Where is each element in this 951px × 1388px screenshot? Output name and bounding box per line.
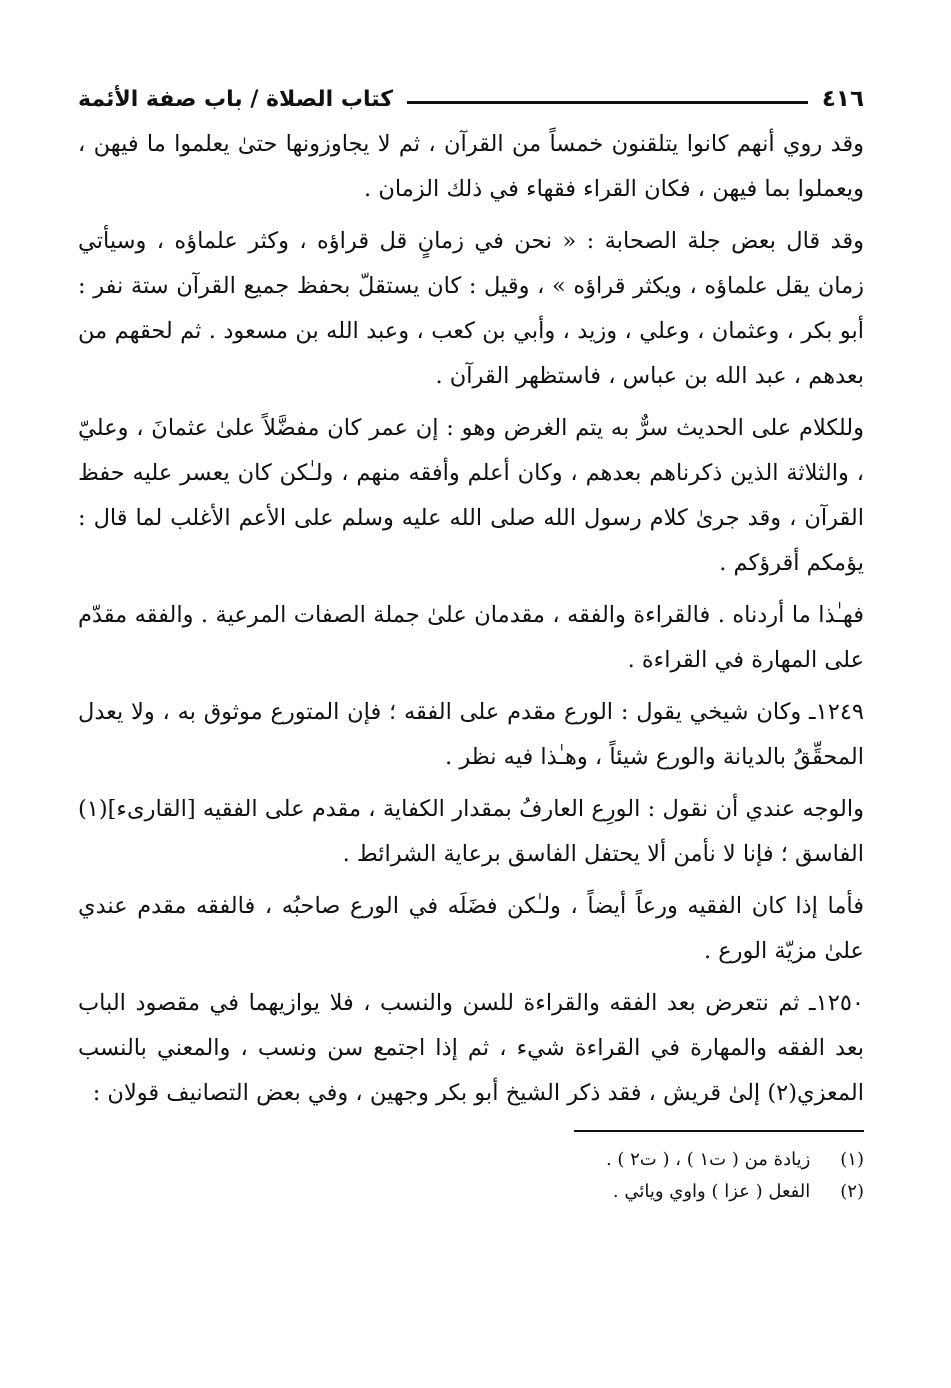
footnote-number: (١) — [840, 1149, 864, 1170]
paragraph: وقد قال بعض جلة الصحابة : « نحن في زمانٍ قل قراؤه ، وكثر علماؤه ، وسيأتي زمان يقل علماؤه ، ويكثر قراؤه » ، وقيل : كان يستقلّ بحفظ جميع القرآن ستة نفر : أبو بكر ، وعثمان ، وعلي ، وزيد ، وأبي بن كعب ، وعبد الله بن مسعود . ثم لحقهم من بعدهم ، عبد الله بن عباس ، فاستظهر القرآن . — [78, 228, 864, 389]
footnote — [78, 1176, 864, 1208]
footnote-text: الفعل ( عزا ) واوي ويائي . — [612, 1181, 811, 1202]
paragraph: وللكلام على الحديث سرٌّ به يتم الغرض وهو : إن عمر كان مفضَّلاً علىٰ عثمانَ ، وعليّ ، والثلاثة الذين ذكرناهم بعدهم ، وكان أعلم وأفقه منهم ، ولـٰكن كان يعسر عليه حفظ القرآن ، وقد جرىٰ كلام رسول الله صلى الله عليه وسلم على الأعم الأغلب لما قال : يؤمكم أقرؤكم . — [78, 415, 864, 576]
paragraph: ١٢٤٩ـ وكان شيخي يقول : الورع مقدم على الفقه ؛ فإن المتورع موثوق به ، ولا يعدل المحقِّقُ بالديانة والورع شيئاً ، وهـٰذا فيه نظر . — [78, 699, 864, 770]
footnotes — [78, 1130, 864, 1208]
header-rule — [407, 101, 808, 104]
running-title: كتاب الصلاة / باب صفة الأئمة — [78, 87, 393, 112]
running-header — [78, 78, 864, 112]
footnote-rule — [574, 1130, 864, 1132]
main-text — [78, 122, 864, 1116]
footnote-number: (٢) — [840, 1181, 864, 1202]
page-number: ٤١٦ — [821, 86, 864, 112]
footnote-text: زيادة من ( ت١ ) ، ( ت٢ ) . — [605, 1149, 811, 1170]
document-page — [78, 78, 864, 1208]
footnote — [78, 1144, 864, 1176]
paragraph: فأما إذا كان الفقيه ورعاً أيضاً ، ولـٰكن فضَلَه في الورع صاحبُه ، فالفقه مقدم عندي علىٰ مزيّة الورع . — [78, 893, 864, 964]
paragraph: والوجه عندي أن نقول : الورِع العارفُ بمقدار الكفاية ، مقدم على الفقيه [القارىء](١) الفاسق ؛ فإنا لا نأمن ألا يحتفل الفاسق برعاية الشرائط . — [78, 796, 864, 867]
paragraph: فهـٰذا ما أردناه . فالقراءة والفقه ، مقدمان علىٰ جملة الصفات المرعية . والفقه مقدّم على المهارة في القراءة . — [78, 602, 864, 673]
paragraph: ١٢٥٠ـ ثم نتعرض بعد الفقه والقراءة للسن والنسب ، فلا يوازيهما في مقصود الباب بعد الفقه والمهارة في القراءة شيء ، ثم إذا اجتمع سن ونسب ، والمعني بالنسب المعزي(٢) إلىٰ قريش ، فقد ذكر الشيخ أبو بكر وجهين ، وفي بعض التصانيف قولان : — [78, 990, 864, 1106]
paragraph: وقد روي أنهم كانوا يتلقنون خمساً من القرآن ، ثم لا يجاوزونها حتىٰ يعلموا ما فيهن ، ويعملوا بما فيهن ، فكان القراء فقهاء في ذلك الزمان . — [78, 131, 864, 202]
